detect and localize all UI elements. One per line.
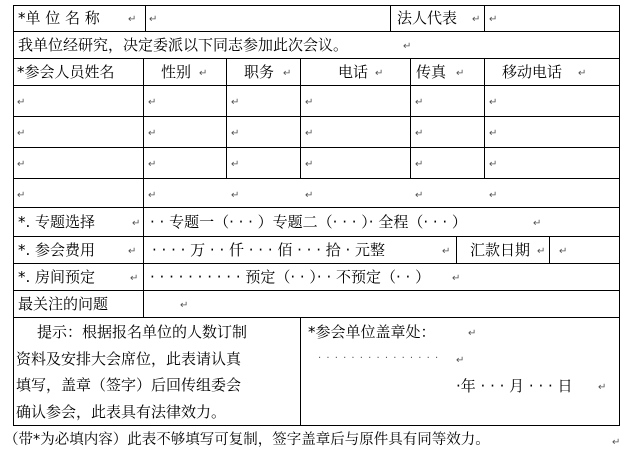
attendee-cell[interactable]: ↵ (231, 190, 240, 201)
paragraph-mark: ↵ (199, 68, 208, 79)
paragraph-mark: ↵ (456, 68, 465, 79)
unit-name-field[interactable]: ↵ (149, 14, 158, 25)
header-name: *参会人员姓名 (17, 63, 115, 81)
statement-text: 我单位经研究，决定委派以下同志参加此次会议。 (18, 36, 349, 54)
paragraph-mark: ↵ (578, 68, 587, 79)
seal-label: *参会单位盖章处： (308, 323, 436, 341)
attendee-cell[interactable]: ↵ (17, 97, 26, 108)
attendee-cell[interactable]: ↵ (17, 159, 26, 170)
topic-label: *. 专题选择 (18, 213, 96, 231)
attendee-cell[interactable]: ↵ (17, 128, 26, 139)
grid-line (410, 58, 411, 179)
attendee-cell[interactable]: ↵ (148, 190, 157, 201)
header-position: 职务 (244, 63, 275, 81)
footer-note: （带*为必填内容）此表不够填写可复制，签字盖章后与原件具有同等效力。 (4, 432, 490, 448)
attendee-cell[interactable]: ↵ (489, 128, 498, 139)
grid-line (143, 207, 144, 318)
legal-rep-label: 法人代表 (397, 9, 458, 27)
paragraph-mark: ↵ (375, 68, 384, 79)
grid-line (13, 290, 620, 291)
paragraph-mark: ↵ (132, 218, 141, 229)
seal-date[interactable]: ·年 · · · 月 · · · 日 (456, 377, 573, 395)
remit-date-label: 汇款日期 (470, 241, 531, 259)
paragraph-mark: ↵ (456, 355, 465, 366)
paragraph-mark: ↵ (612, 437, 621, 448)
notice-line: 确认参会，此表具有法律效力。 (16, 403, 227, 421)
attendee-cell[interactable]: ↵ (415, 97, 424, 108)
grid-line (13, 116, 620, 117)
concern-label: 最关注的问题 (18, 295, 109, 313)
attendee-cell[interactable]: ↵ (415, 128, 424, 139)
attendee-cell[interactable]: ↵ (305, 159, 314, 170)
paragraph-mark: ↵ (452, 273, 461, 284)
grid-line (619, 5, 620, 426)
room-label: *. 房间预定 (18, 268, 96, 286)
grid-line (13, 31, 620, 32)
paragraph-mark: ↵ (442, 246, 451, 257)
concern-field[interactable]: ↵ (180, 300, 189, 311)
unit-name-label: *单 位 名 称 (18, 9, 100, 27)
attendee-cell[interactable]: ↵ (305, 97, 314, 108)
fee-amount[interactable]: · · · · 万 · · 仟 · · · 佰 · · · 拾 · 元整 (152, 241, 386, 259)
notice-line: 填写，盖章（签字）后回传组委会 (16, 376, 242, 394)
attendee-cell[interactable]: ↵ (415, 159, 424, 170)
grid-line (390, 5, 391, 32)
attendee-cell[interactable]: ↵ (231, 97, 240, 108)
grid-line (549, 236, 550, 264)
grid-line (13, 207, 620, 208)
grid-line (13, 178, 620, 179)
grid-line (484, 5, 485, 32)
attendee-cell[interactable]: ↵ (148, 128, 157, 139)
paragraph-mark: ↵ (537, 246, 546, 257)
remit-date-field[interactable]: ↵ (559, 246, 568, 257)
attendee-cell[interactable]: ↵ (148, 97, 157, 108)
topic-options[interactable]: · · 专题一（· · · ）专题二（· · · ）· 全程（· · · ） (150, 213, 467, 231)
attendee-cell[interactable]: ↵ (489, 97, 498, 108)
room-options[interactable]: · · · · · · · · · · 预定（· · ）· · 不预定（· · ） (150, 268, 431, 286)
attendee-cell[interactable]: ↵ (489, 190, 498, 201)
grid-line (484, 58, 485, 179)
grid-line (13, 58, 620, 59)
grid-line (13, 236, 620, 237)
paragraph-mark: ↵ (468, 328, 477, 339)
legal-rep-field[interactable]: ↵ (489, 14, 498, 25)
paragraph-mark: ↵ (403, 41, 412, 52)
grid-line (456, 236, 457, 264)
attendee-cell[interactable]: ↵ (148, 159, 157, 170)
grid-line (143, 58, 144, 179)
notice-line: 提示：根据报名单位的人数订制 (37, 323, 248, 341)
grid-line (13, 147, 620, 148)
grid-line (300, 317, 301, 426)
grid-line (13, 5, 14, 426)
grid-line (300, 58, 301, 179)
attendee-cell[interactable]: ↵ (305, 128, 314, 139)
attendee-cell[interactable]: ↵ (415, 190, 424, 201)
grid-line (13, 85, 620, 86)
notice-line: 资料及安排大会席位，此表请认真 (16, 350, 242, 368)
paragraph-mark: ↵ (283, 68, 292, 79)
attendee-cell[interactable]: ↵ (231, 128, 240, 139)
grid-line (13, 317, 620, 318)
paragraph-mark: ↵ (128, 246, 137, 257)
attendee-cell[interactable]: ↵ (17, 190, 26, 201)
grid-line (13, 425, 620, 426)
paragraph-mark: ↵ (128, 14, 137, 25)
grid-line (143, 178, 144, 208)
grid-line (13, 263, 620, 264)
header-gender: 性别 (161, 63, 192, 81)
grid-line (13, 5, 620, 6)
header-phone: 电话 (338, 63, 369, 81)
header-mobile: 移动电话 (502, 63, 563, 81)
paragraph-mark: ↵ (130, 273, 139, 284)
paragraph-mark: ↵ (472, 14, 481, 25)
header-fax: 传真 (416, 63, 447, 81)
fee-label: *. 参会费用 (18, 241, 96, 259)
grid-line (226, 58, 227, 179)
grid-line (145, 5, 146, 32)
paragraph-mark: ↵ (598, 382, 607, 393)
attendee-cell[interactable]: ↵ (489, 159, 498, 170)
seal-dots: · · · · · · · · · · · · · · · (318, 353, 440, 364)
paragraph-mark: ↵ (533, 218, 542, 229)
attendee-cell[interactable]: ↵ (305, 190, 314, 201)
attendee-cell[interactable]: ↵ (231, 159, 240, 170)
